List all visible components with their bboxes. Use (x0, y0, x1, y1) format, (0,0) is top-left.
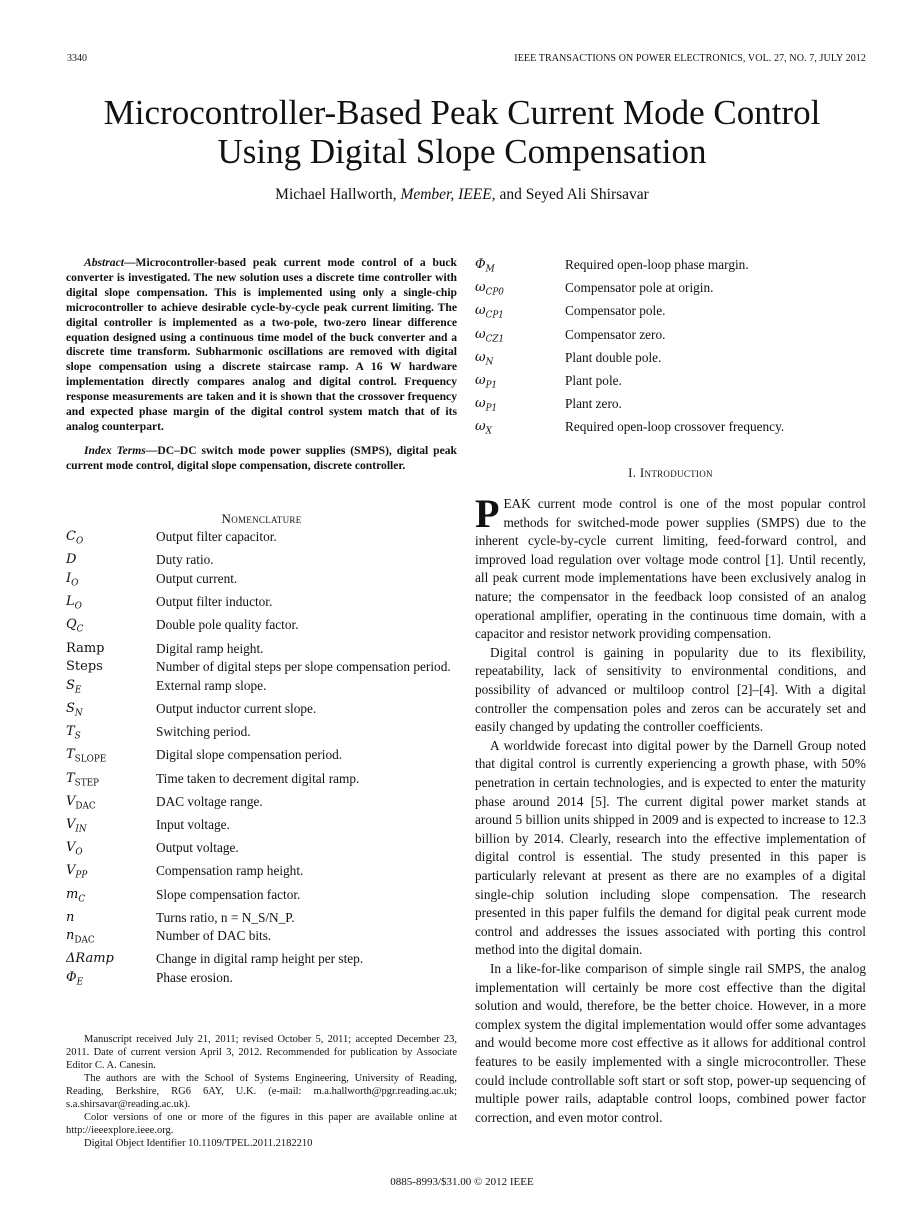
nomenclature-symbol: ΔRamp (66, 951, 114, 967)
title-line-2: Using Digital Slope Compensation (217, 132, 707, 171)
nomenclature-symbol: $\omega_{P1}$ (475, 396, 498, 414)
introduction-heading-text: Introduction (639, 464, 713, 480)
author-1: Michael Hallworth, (275, 186, 397, 203)
nomenclature-symbol: $I_O$ (66, 571, 79, 589)
nomenclature-description: Required open-loop crossover frequency. (565, 419, 785, 435)
nomenclature-row (475, 395, 866, 418)
nomenclature-row (66, 839, 457, 862)
nomenclature-symbol: Steps (66, 659, 103, 675)
nomenclature-description: Time taken to decrement digital ramp. (156, 770, 360, 786)
journal-header: IEEE TRANSACTIONS ON POWER ELECTRONICS, VOL. 27, NO. 7, JULY 2012 (514, 53, 866, 64)
nomenclature-row (66, 950, 457, 969)
nomenclature-row (66, 793, 457, 816)
nomenclature-row (475, 279, 866, 302)
nomenclature-symbol: D (66, 552, 77, 568)
nomenclature-description: Turns ratio, n = N_S/N_P. (156, 909, 295, 925)
nomenclature-description: Input voltage. (156, 816, 230, 832)
nomenclature-description: Switching period. (156, 724, 251, 740)
nomenclature-row (66, 909, 457, 928)
nomenclature-description: Plant zero. (565, 396, 622, 412)
paper-title (0, 93, 924, 171)
nomenclature-description: Output filter inductor. (156, 594, 273, 610)
nomenclature-row (66, 927, 457, 950)
nomenclature-description: Compensation ramp height. (156, 863, 304, 879)
nomenclature-description: Slope compensation factor. (156, 886, 301, 902)
nomenclature-description: Plant pole. (565, 372, 622, 388)
drop-cap: P (475, 491, 500, 537)
nomenclature-symbol: $m_C$ (66, 886, 86, 905)
nomenclature-description: Number of digital steps per slope compensation period. (156, 659, 451, 675)
nomenclature-row (475, 349, 866, 372)
nomenclature-row (66, 816, 457, 839)
nomenclature-list (66, 528, 457, 992)
intro-paragraph-1 (475, 491, 866, 644)
nomenclature-description: Number of DAC bits. (156, 928, 272, 944)
nomenclature-row (66, 723, 457, 746)
nomenclature-symbol: $\omega_{CZ1}$ (475, 326, 505, 345)
nomenclature-row (66, 770, 457, 793)
left-column (66, 256, 457, 992)
nomenclature-symbol: $\Phi_M$ (475, 257, 495, 275)
nomenclature-symbol: $V_{IN}$ (66, 816, 87, 835)
nomenclature-row (66, 570, 457, 593)
right-column (475, 256, 866, 1127)
index-terms (66, 444, 457, 474)
nomenclature-row (66, 886, 457, 909)
nomenclature-row (66, 862, 457, 885)
nomenclature-symbol: Ramp (66, 640, 105, 656)
nomenclature-row (66, 677, 457, 700)
nomenclature-row (66, 616, 457, 639)
nomenclature-symbol: $L_O$ (66, 594, 82, 612)
abstract (66, 256, 457, 435)
nomenclature-row (475, 418, 866, 441)
nomenclature-symbol: $Q_C$ (66, 617, 84, 636)
nomenclature-description: Plant double pole. (565, 349, 662, 365)
intro-p1-text: EAK current mode control is one of the most popular control methods for switched-mode power supplies (SMPS) due to the inherent cycle-by-cycle current limiting, feed-forward control, and improved load regulation over voltage mode control [1]. Until recently, all peak current mode implementations have been exclusively analog in nature; the compensator in the feedback loop consisted of an analog operational amplifier, operating in the continuous time domain, with a capacitor and resistor network providing compensation. (475, 496, 866, 642)
nomenclature-row (66, 551, 457, 570)
nomenclature-symbol: $\omega_X$ (475, 419, 492, 437)
nomenclature-symbol: $S_E$ (66, 677, 82, 696)
introduction-heading-num: I. (628, 464, 637, 480)
copyright-footer: 0885-8993/$31.00 © 2012 IEEE (390, 1176, 534, 1188)
nomenclature-row (475, 256, 866, 279)
nomenclature-symbol: n (66, 909, 75, 925)
index-terms-lead: Index Terms (84, 443, 146, 457)
nomenclature-symbol: $C_O$ (66, 529, 84, 547)
nomenclature-row (66, 640, 457, 659)
page-number: 3340 (67, 53, 87, 64)
nomenclature-continued (475, 256, 866, 442)
nomenclature-description: DAC voltage range. (156, 793, 263, 809)
nomenclature-row (475, 326, 866, 349)
footnote-color: Color versions of one or more of the figures in this paper are available online at http://ieeexplore.ieee.org. (66, 1112, 457, 1136)
intro-paragraph-4: In a like-for-like comparison of simple single rail SMPS, the analog implementation will certainly be more cost effective than the digital solution and would, therefore, be the better choice. However, in a more complex system the digital implementation would offer some advantages and would become more cost effective as it allows for additional control features to be easily implemented with a single microcontroller. These could include controllable soft start or soft stop, power-up sequencing of multiple power rails, adaptable control loops, combined power factor correction, and even motor control. (475, 960, 866, 1125)
nomenclature-symbol: $n_{DAC}$ (66, 928, 95, 946)
index-terms-text: —DC–DC switch mode power supplies (SMPS), digital peak current mode control, digital slope compensation, discrete controller. (66, 443, 457, 472)
nomenclature-row (66, 658, 457, 677)
footnote-doi: Digital Object Identifier 10.1109/TPEL.2011.2182210 (84, 1138, 313, 1149)
footnote-manuscript: Manuscript received July 21, 2011; revised October 5, 2011; accepted December 23, 2011. Date of current version April 3, 2012. Recommended for publication by Associate Editor C. A. Canesin. (66, 1034, 457, 1071)
nomenclature-description: Output filter capacitor. (156, 529, 277, 545)
nomenclature-description: Digital ramp height. (156, 640, 264, 656)
authors-rest: and Seyed Ali Shirsavar (499, 186, 649, 203)
nomenclature-symbol: $\omega_{P1}$ (475, 372, 498, 391)
nomenclature-symbol: $T_{STEP}$ (66, 770, 99, 789)
nomenclature-description: Output inductor current slope. (156, 701, 317, 716)
nomenclature-symbol: $S_N$ (66, 701, 83, 719)
intro-paragraph-3: A worldwide forecast into digital power by the Darnell Group noted that digital control is currently experiencing a growth phase, with 50% penetration in certain technologies, and is expected to enter the maturity phase around 2014 [5]. The current digital power market stands at around 5 billion units shipped in 2009 and is expected to increase to 12.3 billion by 2014. Clearly, research into the effective implementation of digital control is essential. The study presented in this paper is particularly relevant at present as there are no examples of a digital single-chip solution including slope compensation. The research presented in this paper fulfils the demand for digital peak current mode control and addresses the issues associated with porting this control method into the digital domain. (475, 737, 866, 958)
nomenclature-description: Change in digital ramp height per step. (156, 951, 364, 967)
footnote-affiliation: The authors are with the School of Systems Engineering, University of Reading, Reading, Berkshire, RG6 6AY, U.K. (e-mail: m.a.hallworth@pgr.reading.ac.uk; s.a.shirsavar@reading.ac.uk). (66, 1073, 457, 1110)
nomenclature-title: Nomenclature (221, 510, 302, 526)
author-1-role: Member, IEEE, (400, 186, 496, 203)
nomenclature-row (66, 746, 457, 769)
nomenclature-row (66, 969, 457, 992)
nomenclature-symbol: $\omega_N$ (475, 349, 494, 368)
nomenclature-description: External ramp slope. (156, 677, 267, 693)
nomenclature-symbol: $\Phi_E$ (66, 970, 84, 988)
nomenclature-symbol: $V_{DAC}$ (66, 793, 96, 812)
nomenclature-symbol: $T_{SLOPE}$ (66, 747, 107, 765)
nomenclature-description: Compensator pole at origin. (565, 280, 714, 296)
nomenclature-description: Output current. (156, 571, 238, 587)
nomenclature-description: Digital slope compensation period. (156, 747, 343, 763)
abstract-lead: Abstract (84, 256, 124, 269)
nomenclature-row (66, 700, 457, 723)
nomenclature-symbol: $V_O$ (66, 840, 83, 858)
nomenclature-description: Required open-loop phase margin. (565, 257, 749, 272)
nomenclature-symbol: $\omega_{CP1}$ (475, 303, 504, 321)
nomenclature-description: Double pole quality factor. (156, 617, 299, 633)
nomenclature-row (66, 528, 457, 551)
intro-paragraph-2: Digital control is gaining in popularity due to its flexibility, repeatability, lack of sensitivity to environmental conditions, and possibility of advanced or multiloop control [2]–[4]. With a digital controller the compensation poles and zeros can be accurately set and easily changed by updating the controller coefficients. (475, 644, 866, 735)
nomenclature-description: Compensator pole. (565, 303, 666, 319)
nomenclature-row (66, 593, 457, 616)
nomenclature-description: Output voltage. (156, 840, 239, 856)
nomenclature-description: Phase erosion. (156, 970, 233, 986)
nomenclature-description: Duty ratio. (156, 552, 214, 568)
authors (0, 186, 924, 204)
nomenclature-symbol: $V_{PP}$ (66, 863, 88, 881)
nomenclature-row (475, 372, 866, 395)
nomenclature-row (475, 302, 866, 325)
introduction-heading (475, 464, 866, 483)
nomenclature-symbol: $\omega_{CP0}$ (475, 280, 504, 298)
footnote (66, 1033, 457, 1150)
nomenclature-description: Compensator zero. (565, 326, 666, 342)
nomenclature-symbol: $T_S$ (66, 724, 81, 742)
title-line-1: Microcontroller-Based Peak Current Mode Control (103, 93, 821, 132)
abstract-text: —Microcontroller-based peak current mode control of a buck converter is investigated. The new solution uses a discrete time controller with digital slope compensation. This is implemented using only a single-chip microcontroller to achieve desirable cycle-by-cycle peak current limiting. The digital controller is implemented as a two-pole, two-zero linear difference equation designed using a continuous time model of the buck converter and a discrete time transform. Subharmonic oscillations are removed with digital slope compensation using a discrete staircase ramp. A 16 W hardware implementation directly compares analog and digital control. Frequency response measurements are taken and it is shown that the crossover frequency and expected phase margin of the digital control system match that of its analog counterpart. (66, 256, 457, 433)
